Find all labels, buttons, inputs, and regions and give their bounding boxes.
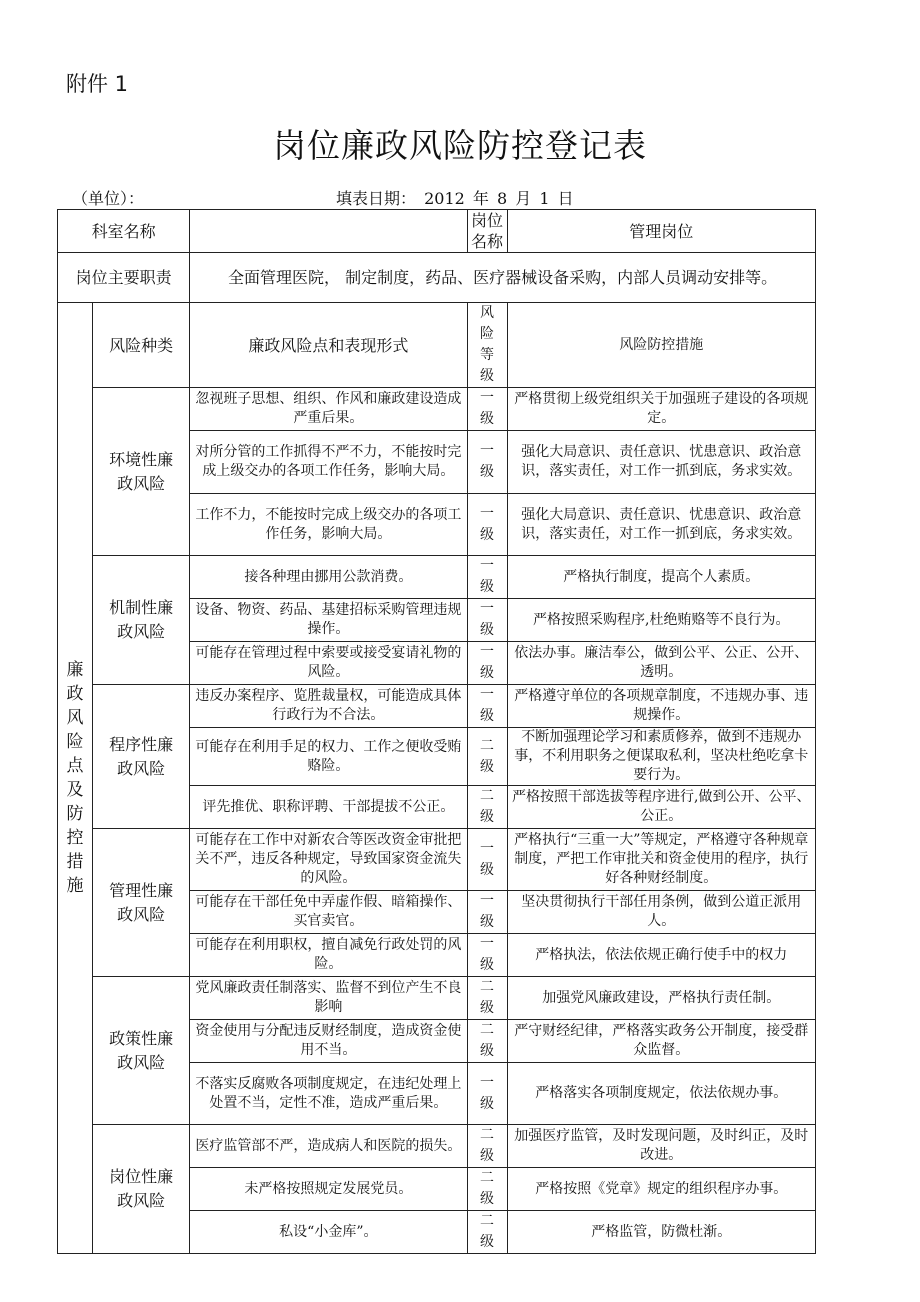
col-measure: 风险防控措施	[507, 303, 815, 388]
risk-row	[58, 977, 816, 1020]
risk-measure: 坚决贯彻执行干部任用条例，做到公道正派用人。	[507, 891, 815, 934]
risk-point: 可能存在利用职权，擅自减免行政处罚的风险。	[190, 934, 467, 977]
dept-label: 科室名称	[58, 210, 190, 253]
risk-point: 未严格按照规定发展党员。	[190, 1168, 467, 1211]
risk-point: 工作不力，不能按时完成上级交办的各项工作任务，影响大局。	[190, 494, 467, 556]
unit-label: （单位）：	[72, 189, 145, 208]
risk-measure: 严格执行“三重一大”等规定，严格遵守各种规章制度，严把工作审批关和资金使用的程序，执行好各种财经制度。	[507, 829, 815, 891]
column-header-row	[58, 303, 816, 388]
risk-grade: 二级	[467, 1211, 507, 1254]
page-title: 岗位廉政风险防控登记表	[273, 126, 647, 165]
dept-value	[190, 210, 467, 253]
risk-register-table	[57, 209, 816, 1254]
dept-row	[58, 210, 816, 253]
col-type: 风险种类	[93, 303, 190, 388]
side-label-cell	[58, 303, 93, 1254]
risk-measure: 严格按照《党章》规定的组织程序办事。	[507, 1168, 815, 1211]
risk-point: 私设“小金库”。	[190, 1211, 467, 1254]
risk-category: 岗位性廉政风险	[93, 1125, 190, 1254]
risk-measure: 严格遵守单位的各项规章制度，不违规办事、违规操作。	[507, 685, 815, 728]
col-point: 廉政风险点和表现形式	[190, 303, 467, 388]
risk-measure: 加强医疗监管，及时发现问题，及时纠正，及时改进。	[507, 1125, 815, 1168]
risk-point: 不落实反腐败各项制度规定，在违纪处理上处置不当，定性不准，造成严重后果。	[190, 1063, 467, 1125]
risk-grade: 二级	[467, 1168, 507, 1211]
risk-measure: 严格按照干部选拔等程序进行,做到公开、公平、公正。	[507, 786, 815, 829]
risk-grade: 一级	[467, 685, 507, 728]
risk-category: 管理性廉政风险	[93, 829, 190, 977]
risk-point: 设备、物资、药品、基建招标采购管理违规操作。	[190, 599, 467, 642]
risk-measure: 严格执法，依法依规正确行使手中的权力	[507, 934, 815, 977]
risk-measure: 严守财经纪律，严格落实政务公开制度，接受群众监督。	[507, 1020, 815, 1063]
risk-grade: 一级	[467, 431, 507, 494]
post-label: 岗位名称	[467, 210, 507, 253]
side-label: 廉政风险点及防控措施	[66, 660, 84, 896]
post-value: 管理岗位	[507, 210, 815, 253]
risk-grade: 一级	[467, 599, 507, 642]
risk-point: 可能存在工作中对新农合等医改资金审批把关不严，违反各种规定，导致国家资金流失的风险。	[190, 829, 467, 891]
risk-point: 党风廉政责任制落实、监督不到位产生不良影响	[190, 977, 467, 1020]
risk-point: 违反办案程序、览胜裁量权，可能造成具体行政行为不合法。	[190, 685, 467, 728]
risk-grade: 二级	[467, 728, 507, 786]
risk-measure: 严格按照采购程序,杜绝贿赂等不良行为。	[507, 599, 815, 642]
risk-grade: 一级	[467, 891, 507, 934]
risk-row	[58, 685, 816, 728]
risk-grade: 一级	[467, 829, 507, 891]
risk-measure: 严格监管，防微杜渐。	[507, 1211, 815, 1254]
risk-measure: 强化大局意识、责任意识、忧患意识、政治意识，落实责任，对工作一抓到底，务求实效。	[507, 494, 815, 556]
risk-row	[58, 556, 816, 599]
fill-date: 填表日期： 2012 年 8 月 1 日	[336, 189, 574, 208]
risk-point: 评先推优、职称评聘、干部提拔不公正。	[190, 786, 467, 829]
risk-measure: 严格贯彻上级党组织关于加强班子建设的各项规定。	[507, 388, 815, 431]
risk-grade: 一级	[467, 494, 507, 556]
risk-measure: 强化大局意识、责任意识、忧患意识、政治意识，落实责任，对工作一抓到底，务求实效。	[507, 431, 815, 494]
risk-row	[58, 1125, 816, 1168]
risk-measure: 加强党风廉政建设，严格执行责任制。	[507, 977, 815, 1020]
duty-value: 全面管理医院， 制定制度，药品、医疗器械设备采购，内部人员调动安排等。	[190, 253, 816, 303]
risk-grade: 一级	[467, 556, 507, 599]
risk-point: 可能存在干部任免中弄虚作假、暗箱操作、买官卖官。	[190, 891, 467, 934]
risk-point: 可能存在管理过程中索要或接受宴请礼物的风险。	[190, 642, 467, 685]
risk-grade: 一级	[467, 1063, 507, 1125]
risk-measure: 严格落实各项制度规定，依法依规办事。	[507, 1063, 815, 1125]
risk-grade: 二级	[467, 1125, 507, 1168]
risk-point: 医疗监管部不严，造成病人和医院的损失。	[190, 1125, 467, 1168]
duty-row	[58, 253, 816, 303]
attachment-label: 附件 1	[66, 72, 129, 96]
risk-category: 机制性廉政风险	[93, 556, 190, 685]
col-grade: 风险等级	[467, 303, 507, 388]
risk-point: 接各种理由挪用公款消费。	[190, 556, 467, 599]
risk-grade: 一级	[467, 642, 507, 685]
risk-point: 忽视班子思想、组织、作风和廉政建设造成严重后果。	[190, 388, 467, 431]
risk-point: 资金使用与分配违反财经制度，造成资金使用不当。	[190, 1020, 467, 1063]
risk-grade: 二级	[467, 786, 507, 829]
duty-label: 岗位主要职责	[58, 253, 190, 303]
risk-grade: 一级	[467, 934, 507, 977]
risk-measure: 严格执行制度，提高个人素质。	[507, 556, 815, 599]
risk-point: 可能存在利用手足的权力、工作之便收受贿赂险。	[190, 728, 467, 786]
risk-grade: 一级	[467, 388, 507, 431]
risk-row	[58, 388, 816, 431]
risk-measure: 不断加强理论学习和素质修养，做到不违规办事，不利用职务之便谋取私利，坚决杜绝吃拿卡要行为。	[507, 728, 815, 786]
risk-category: 环境性廉政风险	[93, 388, 190, 556]
risk-point: 对所分管的工作抓得不严不力，不能按时完成上级交办的各项工作任务，影响大局。	[190, 431, 467, 494]
risk-measure: 依法办事。廉洁奉公，做到公平、公正、公开、透明。	[507, 642, 815, 685]
risk-grade: 二级	[467, 1020, 507, 1063]
risk-category: 程序性廉政风险	[93, 685, 190, 829]
risk-category: 政策性廉政风险	[93, 977, 190, 1125]
risk-grade: 二级	[467, 977, 507, 1020]
risk-row	[58, 829, 816, 891]
